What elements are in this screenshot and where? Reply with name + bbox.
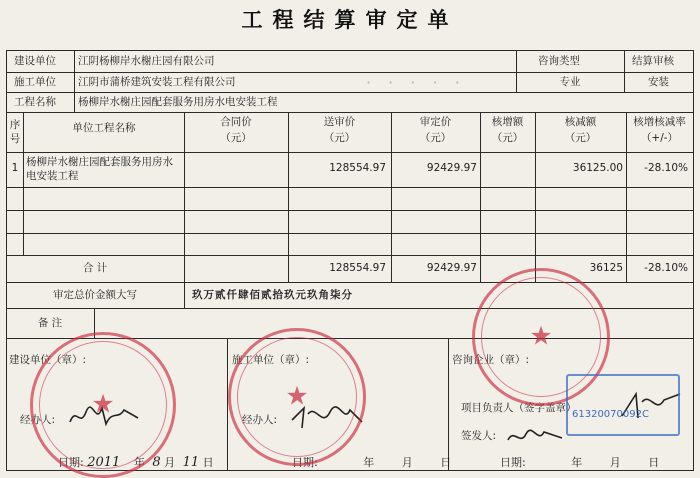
owner-label: 建设单位（章）: xyxy=(9,354,87,366)
rule xyxy=(6,50,7,470)
rule xyxy=(6,50,694,51)
contractor-value: 江阴市蒲桥建筑安装工程有限公司 xyxy=(78,76,236,88)
col-rate-unit: （+/-） xyxy=(640,132,679,144)
col-contract-unit: （元） xyxy=(220,132,252,144)
month-char: 月 xyxy=(164,456,176,469)
major-label: 专业 xyxy=(559,76,581,88)
col-increase: 核增额 xyxy=(491,116,524,128)
registration-stamp xyxy=(566,374,680,436)
consultant-date xyxy=(500,454,659,470)
month-char: 月 xyxy=(609,456,621,469)
total-decrease: 36125 xyxy=(589,262,623,274)
rule xyxy=(6,308,694,309)
contractor-seal-stamp xyxy=(228,328,366,466)
handler2-signature xyxy=(288,400,368,434)
star-icon: ★ xyxy=(91,389,115,420)
year-char: 年 xyxy=(571,456,583,469)
row-seq: 1 xyxy=(11,162,19,174)
col-decrease-unit: （元） xyxy=(564,132,597,144)
date-label: 日期: xyxy=(500,456,526,469)
amount-words-value: 玖万贰仟肆佰贰拾玖元玖角柒分 xyxy=(192,289,353,301)
contractor-label: 施工单位 xyxy=(14,76,56,88)
rule xyxy=(6,72,694,73)
major-value: 安装 xyxy=(648,76,669,88)
rule xyxy=(6,210,694,211)
rule xyxy=(6,152,694,153)
consult-type-label: 咨询类型 xyxy=(538,55,580,67)
rule xyxy=(227,338,228,470)
construction-unit-value: 江阴杨柳岸水榭庄园有限公司 xyxy=(78,55,215,67)
day-char: 日 xyxy=(440,456,452,469)
day-char: 日 xyxy=(202,456,214,469)
project-label: 工程名称 xyxy=(14,96,56,108)
date-month: 8 xyxy=(152,455,161,470)
total-approved: 92429.97 xyxy=(426,262,477,274)
star-icon: ★ xyxy=(285,381,309,412)
rule xyxy=(6,282,694,283)
year-char: 年 xyxy=(363,456,375,469)
row-decrease: 36125.00 xyxy=(572,162,623,174)
contractor-date xyxy=(292,454,451,470)
project-value: 杨柳岸水榭庄园配套服务用房水电安装工程 xyxy=(78,96,278,108)
remarks-label: 备 注 xyxy=(37,317,63,329)
rule xyxy=(6,187,694,188)
rule xyxy=(94,308,95,338)
total-submitted: 128554.97 xyxy=(329,262,386,274)
amount-words-label: 审定总价金额大写 xyxy=(53,289,137,301)
date-label: 日期: xyxy=(292,456,318,469)
row-rate: -28.10% xyxy=(644,162,688,174)
col-contract-price: 合同价 xyxy=(220,116,252,128)
rule xyxy=(693,50,694,470)
year-char: 年 xyxy=(133,456,145,469)
row-name: 杨柳岸水榭庄园配套服务用房水电安装工程 xyxy=(26,156,173,182)
rule xyxy=(6,338,694,339)
col-name: 单位工程名称 xyxy=(72,122,136,134)
bleed-through-text: · · · · · xyxy=(366,73,466,92)
rule xyxy=(6,255,694,256)
rule xyxy=(448,338,449,470)
rule xyxy=(6,92,694,93)
consult-type-value: 结算审核 xyxy=(632,55,674,67)
col-decrease: 核减额 xyxy=(564,116,597,128)
consultant-label: 咨询企业（章）: xyxy=(452,354,530,366)
settlement-form xyxy=(6,50,694,470)
month-char: 月 xyxy=(401,456,413,469)
owner-date xyxy=(58,454,214,470)
date-day: 11 xyxy=(182,455,200,470)
total-rate: -28.10% xyxy=(644,262,688,274)
construction-unit-label: 建设单位 xyxy=(14,55,56,67)
rule xyxy=(6,470,694,471)
col-approved-unit: （元） xyxy=(419,132,452,144)
day-char: 日 xyxy=(648,456,660,469)
star-icon: ★ xyxy=(529,321,553,352)
handler-label: 经办人: xyxy=(20,414,56,426)
issuer-signature xyxy=(504,422,568,450)
date-year: 2011 xyxy=(87,455,121,470)
col-submitted: 送审价 xyxy=(323,116,356,128)
rule xyxy=(74,50,75,112)
row-approved: 92429.97 xyxy=(426,162,477,174)
rule xyxy=(6,233,694,234)
date-label: 日期: xyxy=(58,456,84,469)
registration-number: 61320070092C xyxy=(572,409,649,420)
col-submitted-unit: （元） xyxy=(323,132,356,144)
col-seq: 序号 xyxy=(9,119,21,145)
rule xyxy=(6,112,694,113)
col-rate: 核增核减率 xyxy=(633,116,686,128)
col-approved: 审定价 xyxy=(419,116,452,128)
project-lead-label: 项目负责人（签字盖章） xyxy=(461,402,577,414)
issuer-label: 签发人: xyxy=(461,430,497,442)
contractor-seal-label: 施工单位（章）: xyxy=(232,354,310,366)
col-increase-unit: （元） xyxy=(491,132,524,144)
handler-signature xyxy=(66,398,146,432)
handler2-label: 经办人: xyxy=(242,414,278,426)
page-title: 工程结算审定单 xyxy=(241,7,459,32)
row-submitted: 128554.97 xyxy=(329,162,386,174)
total-label: 合 计 xyxy=(82,262,108,274)
